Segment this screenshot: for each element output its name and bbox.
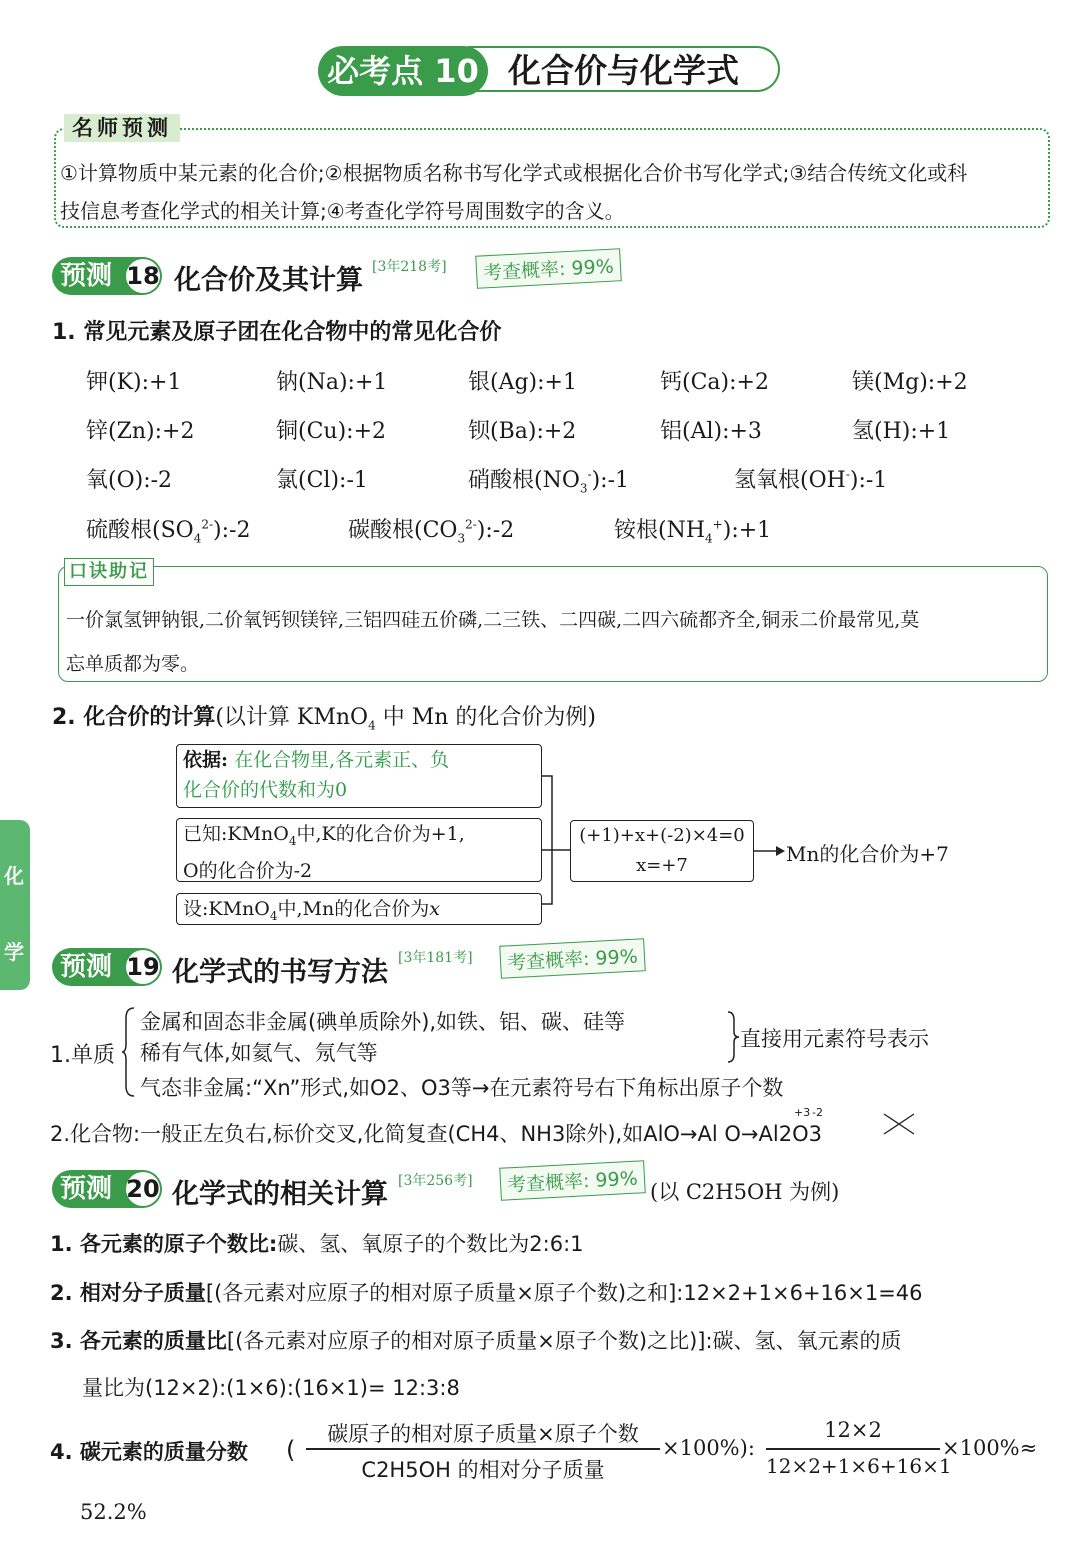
- section-19-number: 19: [126, 950, 160, 984]
- section-18-badge-label: 预测: [60, 261, 113, 291]
- valence-cl: 氯(Cl):-1: [276, 468, 368, 493]
- prediction-label: 名师预测: [64, 114, 180, 142]
- calc-4-result: 52.2%: [80, 1500, 147, 1524]
- section-19-badge: [52, 948, 162, 986]
- section-19-badge-label: 预测: [60, 952, 113, 982]
- diagram-connector: [540, 770, 574, 910]
- mnemonic-line-1: 一价氯氢钾钠银,二价氧钙钡镁锌,三铝四硅五价磷,二三铁、二四碳,二四六硫都齐全,铜汞二价最常见,莫: [66, 609, 920, 631]
- valence-na: 钠(Na):+1: [276, 370, 388, 395]
- valence-o-mark: -2: [812, 1106, 823, 1119]
- equation-box: [570, 820, 754, 882]
- valence-zn: 锌(Zn):+2: [86, 419, 195, 444]
- valence-mg: 镁(Mg):+2: [852, 370, 968, 395]
- equation-line-2: x=+7: [636, 855, 688, 876]
- valence-co3: 碳酸根$(CO_3^{2-}):-2$: [348, 517, 515, 546]
- arrow-icon: [754, 844, 786, 858]
- section-18-probability: 考查概率: 99%: [475, 248, 621, 289]
- prediction-line-2: 技信息考查化学式的相关计算;④考查化学符号周围数字的含义。: [60, 199, 625, 223]
- fraction-1-denominator: C2H5OH 的相对分子质量: [361, 1458, 605, 1482]
- valence-oh: 氢氧根(OH-):-1: [734, 467, 888, 493]
- calc-3-line-2: 量比为(12×2):(1×6):(16×1)= 12:3:8: [82, 1376, 460, 1400]
- prediction-line-1: ①计算物质中某元素的化合价;②根据物质名称书写化学式或根据化合价书写化学式;③结合传统文化或科: [60, 161, 968, 185]
- section-20-badge: [52, 1170, 162, 1208]
- single-right-text: 直接用元素符号表示: [740, 1027, 929, 1051]
- fraction-2-numerator: 12×2: [824, 1418, 882, 1442]
- example-note: (以 C2H5OH 为例): [650, 1180, 840, 1204]
- compound-text: 2.化合物:一般正左负右,标价交叉,化简复查(CH4、NH3除外),如AlO→Al O→Al2O3: [50, 1122, 822, 1146]
- section-19-probability: 考查概率: 99%: [499, 938, 645, 979]
- single-line-3: 气态非金属:“Xn”形式,如O2、O3等→在元素符号右下角标出原子个数: [140, 1076, 784, 1100]
- section-18-badge: [52, 257, 162, 295]
- item-1-title: 1. 常见元素及原子团在化合物中的常见化合价: [52, 320, 502, 345]
- cross-icon: [882, 1110, 916, 1138]
- valence-al: 铝(Al):+3: [660, 419, 762, 444]
- assume-box: 设:KMnO$_4$中,Mn的化合价为x: [176, 893, 542, 925]
- fraction-2-line: [766, 1448, 940, 1450]
- fraction-2-denominator: 12×2+1×6+16×1: [766, 1454, 952, 1478]
- valence-ba: 钡(Ba):+2: [468, 419, 577, 444]
- title-badge: 必考点 10: [318, 46, 488, 96]
- section-20-title: 化学式的相关计算: [172, 1179, 388, 1210]
- valence-h: 氢(H):+1: [852, 419, 951, 444]
- section-19-note: [3年181考]: [398, 950, 473, 966]
- mnemonic-label: 口诀助记: [64, 558, 154, 586]
- left-brace: [122, 1006, 136, 1098]
- section-20-number: 20: [126, 1172, 160, 1206]
- mnemonic-line-2: 忘单质都为零。: [66, 653, 200, 675]
- section-18-number: 18: [126, 259, 160, 293]
- calc-4-tail: ×100%≈: [942, 1436, 1038, 1460]
- equation-line-1: (+1)+x+(-2)×4=0: [579, 825, 745, 846]
- valence-cu: 铜(Cu):+2: [276, 419, 387, 444]
- calc-4-label: 4. 碳元素的质量分数: [50, 1440, 248, 1464]
- valence-no3: 硝酸根$(NO_3^-):-1$: [468, 467, 630, 496]
- section-18-note: [3年218考]: [372, 259, 447, 275]
- valence-k: 钾(K):+1: [86, 370, 182, 395]
- open-paren: (: [286, 1436, 296, 1464]
- mnemonic-text: [66, 598, 1046, 686]
- section-20-note: [3年256考]: [398, 1173, 473, 1189]
- page-title: [318, 46, 784, 96]
- section-19-title: 化学式的书写方法: [172, 957, 388, 988]
- section-20-probability: 考查概率: 99%: [499, 1160, 645, 1201]
- result-text: Mn的化合价为+7: [786, 842, 949, 866]
- valence-o: 氧(O):-2: [86, 468, 173, 493]
- side-tab: 化 学: [0, 820, 30, 990]
- valence-ag: 银(Ag):+1: [468, 370, 577, 395]
- fraction-1-numerator: 碳原子的相对原子质量×原子个数: [327, 1422, 639, 1446]
- valence-so4: 硫酸根$(SO_4^{2-}):-2$: [86, 517, 251, 546]
- valence-ca: 钙(Ca):+2: [660, 370, 769, 395]
- calc-2: 2. 相对分子质量[(各元素对应原子的相对原子质量×原子个数)之和]:12×2+1×6+16×1=46: [50, 1281, 923, 1305]
- single-line-2: 稀有气体,如氦气、氖气等: [140, 1041, 378, 1065]
- known-box: 已知:KMnO$_4$中,K的化合价为+1, O的化合价为-2: [176, 818, 542, 882]
- single-line-1: 金属和固态非金属(碘单质除外),如铁、铝、碳、硅等: [140, 1010, 626, 1034]
- title-main: 化合价与化学式: [468, 46, 780, 92]
- fraction-1-line: [306, 1448, 660, 1450]
- section-20-badge-label: 预测: [60, 1174, 113, 1204]
- calc-4-mult: ×100%):: [662, 1436, 755, 1460]
- valence-nh4: 铵根$(NH_4^+):+1$: [614, 517, 772, 546]
- section-18-title: 化合价及其计算: [174, 265, 363, 296]
- single-substance-label: 1.单质: [50, 1043, 115, 1068]
- basis-box: 依据: 在化合物里,各元素正、负 化合价的代数和为0: [176, 744, 542, 808]
- item-2-title: 2. 化合价的计算(以计算 KMnO$_4$ 中 Mn 的化合价为例): [52, 705, 596, 733]
- prediction-text: [60, 154, 1050, 230]
- right-brace: [728, 1010, 740, 1064]
- calc-3: 3. 各元素的质量比[(各元素对应原子的相对原子质量×原子个数)之比)]:碳、氢、氧元素的质: [50, 1329, 902, 1353]
- valence-al-mark: +3: [794, 1106, 811, 1119]
- calc-1: 1. 各元素的原子个数比:碳、氢、氧原子的个数比为2:6:1: [50, 1232, 584, 1256]
